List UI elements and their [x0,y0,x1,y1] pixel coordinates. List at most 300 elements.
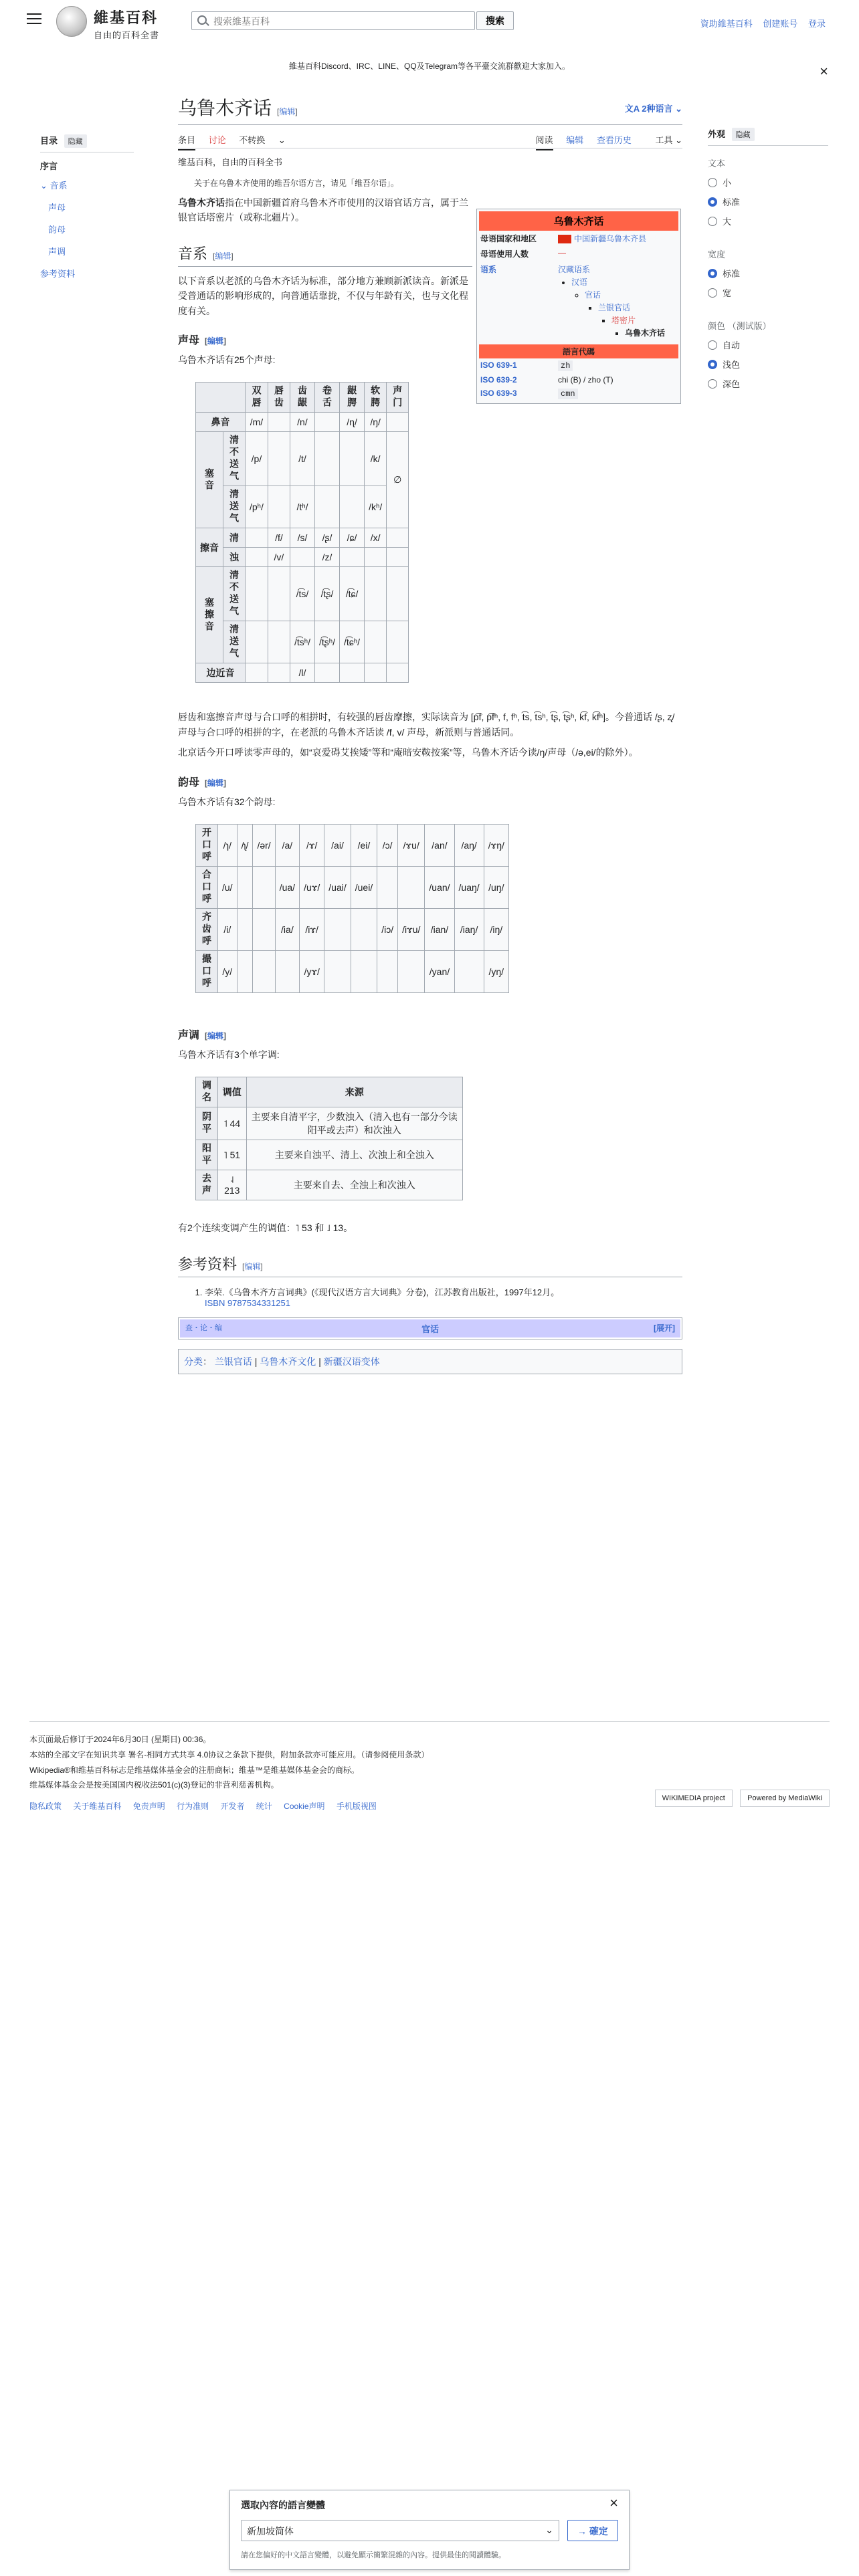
table-cell [246,621,268,663]
codes-table [479,358,678,401]
code-key[interactable]: ISO 639-3 [480,389,517,398]
table-corner [196,383,246,413]
table-cell: /y/ [218,950,237,992]
toc-item-intro[interactable]: 序言 [40,161,58,171]
table-cell: /uŋ/ [484,866,508,908]
table-cell [237,950,253,992]
tab-variant[interactable]: 不转换 ⌄ [239,135,286,145]
radio-selected-icon[interactable] [708,269,717,278]
footer-link[interactable]: 手机版视图 [336,1802,377,1812]
color-label: 颜色 （测试版） [708,321,771,331]
table-cell: /ai/ [324,824,351,866]
code-key[interactable]: ISO 639-2 [480,375,517,385]
close-icon[interactable]: × [609,2494,618,2511]
table-cell: /iɔ/ [377,908,398,950]
table-cell: /kʰ/ [365,486,387,528]
table-cell: /ɿ/ [218,824,237,866]
search-button[interactable]: 搜索 [476,11,514,30]
table-cell [365,663,387,683]
table-cell: /an/ [425,824,454,866]
table-cell: ˦ 44 [218,1107,247,1140]
table-row [196,432,409,486]
table-cell: /iŋ/ [484,908,508,950]
intro-paragraph [178,195,472,225]
footer-link[interactable]: Cookie声明 [284,1802,325,1812]
radio-label: 大 [723,217,732,227]
site-notice: 維基百科Discord、IRC、LINE、QQ及Telegram等各平臺交流群歡迎大家加入。 [288,62,571,71]
table-cell [275,950,299,992]
section-tones-title: 声调 [178,1029,200,1041]
row-header: 塞擦音 [196,567,223,663]
family-link[interactable]: 汉藏语系 [558,265,591,274]
table-cell: /a/ [275,824,299,866]
width-label: 宽度 [708,249,726,259]
table-row [196,1107,463,1140]
radio-icon[interactable] [708,288,717,298]
initials-note-2: 北京话今开口呼读零声母的，如“哀爱碍艾挨矮”等和“庵暗安鞍按案”等，乌鲁木齐话今读/ŋ/声母（/ə,ei/的除外）。 [178,747,638,758]
last-edited: 本页面最后修订于2024年6月30日 (星期日) 00:36。 [29,1735,211,1744]
table-cell [237,866,253,908]
table-cell [268,621,290,663]
category-link[interactable]: 乌鲁木齐文化 [260,1356,316,1367]
page-title-text: 乌鲁木齐话 [178,98,272,119]
col-header: 调名 [196,1077,218,1107]
wikimedia-badge-icon[interactable]: WIKIMEDIA project [655,1790,733,1807]
infobox-value [557,231,678,246]
tones-table [195,1077,463,1200]
table-row [479,358,678,373]
color-dark[interactable] [708,377,828,390]
table-cell: 主要来自去、全浊上和次浊入 [246,1170,462,1200]
text-size-label: 文本 [708,158,726,169]
table-cell [377,866,398,908]
table-cell [268,432,290,486]
toc-item-references[interactable]: 参考资料 [40,269,76,279]
radio-icon[interactable] [708,217,717,226]
appearance-hide-button[interactable]: 隐藏 [732,128,755,141]
references-list [178,1285,682,1308]
intro-bold: 乌鲁木齐话 [178,197,225,208]
table-row [196,486,409,528]
tab-edit[interactable]: 编辑 [566,135,584,145]
dialog-title: 選取內容的語言變體 [241,2500,325,2510]
code-key[interactable]: ISO 639-1 [480,360,517,370]
table-cell: /s/ [290,528,314,548]
chevron-down-icon: ⌄ [545,2525,553,2535]
row-header: 齐齿呼 [196,908,218,950]
variant-dialog [229,2490,630,2570]
section-references-title: 参考资料 [178,1255,237,1273]
reference-item [205,1285,682,1308]
table-cell: /ɕ/ [340,528,365,548]
site-logo[interactable] [94,7,159,41]
row-header: 撮口呼 [196,950,218,992]
table-cell: 主要来自浊平、清上、次浊上和全浊入 [246,1140,462,1170]
navbox [178,1317,682,1339]
title-edit-link[interactable]: 编辑 [279,107,296,116]
table-cell [387,663,409,683]
table-cell [268,567,290,621]
table-cell: /f/ [268,528,290,548]
tree-link[interactable]: 塔密片 [611,316,636,325]
table-cell [365,621,387,663]
tagline: 维基百科，自由的百科全书 [178,157,283,167]
codes-header: 語言代碼 [479,344,678,358]
row-subheader: 清不送气 [223,432,246,486]
table-cell: /ia/ [275,908,299,950]
appearance-header [708,127,828,146]
table-cell [351,950,377,992]
infobox-key: 母语使用人数 [480,249,529,259]
reference-text: 李荣.《乌鲁木齐方言词典》(《现代汉语方言大词典》分卷)，江苏教育出版社，1997年12月。 [205,1287,560,1297]
row-subheader: 清不送气 [223,567,246,621]
table-cell: /ua/ [275,866,299,908]
row-header: 擦音 [196,528,223,567]
table-row [196,950,509,992]
tab-history[interactable]: 查看历史 [596,135,632,145]
radio-label: 标准 [723,197,741,207]
toc-item-phonology[interactable] [40,179,134,191]
intro-rest: 指在中国新疆首府乌鲁木齐市使用的汉语官话方言，属于兰银官话塔密片（或称北疆片）。 [178,197,468,223]
section-finals: 韵母 [编辑] [178,776,227,788]
section-phonology-title: 音系 [178,245,208,262]
table-cell: /ŋ/ [365,413,387,432]
search-input[interactable] [212,14,469,29]
table-row [196,1077,463,1107]
table-cell: /ei/ [351,824,377,866]
initials-table [195,382,409,683]
table-cell: /ɤŋ/ [484,824,508,866]
tree-link[interactable]: 官话 [585,290,601,300]
radio-label: 浅色 [723,360,741,370]
table-row [196,1140,463,1170]
variant-select-value: 新加坡简体 [247,2526,294,2537]
tree-current: 乌鲁木齐话 [625,328,666,338]
table-of-contents [40,127,134,286]
code-value [557,387,678,401]
table-cell [365,548,387,567]
table-cell: /n/ [290,413,314,432]
tree-list [558,276,677,338]
wikipedia-logo-icon[interactable] [56,6,87,37]
table-cell [324,950,351,992]
footer-link[interactable]: 统计 [256,1802,272,1812]
table-cell [340,432,365,486]
row-header: 合口呼 [196,866,218,908]
radio-selected-icon[interactable] [708,197,717,207]
table-cell: /t͡s/ [290,567,314,621]
table-row [479,261,678,342]
table-cell [268,486,290,528]
navbox-title[interactable]: 官话 [421,1323,439,1334]
category-links: 分类： 兰银官话 | 乌鲁木齐文化 | 新疆汉语变体 [178,1349,682,1374]
table-cell: /ɳ/ [340,413,365,432]
row-header: 开口呼 [196,824,218,866]
tree-node [611,314,677,338]
table-cell: /pʰ/ [246,486,268,528]
license-text: 本站的全部文字在知识共享 署名-相同方式共享 4.0协议之条款下提供，附加条款亦可能应用。（请参阅使用条款） [29,1749,430,1759]
table-cell: /uan/ [425,866,454,908]
radio-icon[interactable] [708,178,717,187]
mediawiki-badge-icon[interactable]: Powered by MediaWiki [740,1790,830,1807]
table-cell [387,413,409,432]
tab-tools[interactable]: 工具 ⌄ [655,135,682,145]
infobox-table [479,231,678,342]
isbn-link[interactable]: ISBN 9787534331251 [205,1297,290,1308]
logo-title: 維基百科 [94,9,159,27]
table-row [196,663,409,683]
table-row [196,548,409,567]
toc-title: 目录 [40,136,58,146]
tab-talk[interactable]: 讨论 [208,135,226,145]
navbox-vte-links[interactable]: 查・论・编 [185,1323,222,1332]
categories-label[interactable]: 分类 [184,1356,203,1367]
row-subheader: 清送气 [223,486,246,528]
table-cell: /ər/ [253,824,275,866]
radio-label: 小 [723,178,732,188]
table-cell [237,908,253,950]
table-row [196,1170,463,1200]
code-chip: cmn [558,389,578,399]
table-cell [351,908,377,950]
table-cell [387,567,409,621]
phonology-paragraph: 以下音系以老派的乌鲁木齐话为标准，部分地方兼顾新派读音。新派是受普通话的影响形成的，向普通话靠拢，不仅与年龄有关，也与文化程度有关。 [178,275,468,316]
section-phonology: 音系 [编辑] [178,243,472,267]
width-standard[interactable] [708,267,828,280]
table-cell [253,866,275,908]
col-header: 龈腭 [340,383,365,413]
text-size-standard[interactable] [708,195,828,208]
col-header: 卷舌 [314,383,339,413]
table-cell: ∅ [387,432,409,528]
table-cell: /ɔ/ [377,824,398,866]
table-cell: ˨ 213 [218,1170,247,1200]
infobox-key: 母语国家和地区 [480,234,537,243]
tones-edit-link[interactable]: 编辑 [207,1031,224,1041]
toc-item-initials[interactable]: 声母 [48,203,66,213]
code-value: chi (B) / zho (T) [558,375,613,385]
radio-icon[interactable] [708,340,717,350]
table-cell [253,908,275,950]
chevron-down-icon[interactable]: ⌄ [40,181,50,191]
table-cell: /t/ [290,432,314,486]
finals-paragraph: 乌鲁木齐话有32个韵母: [178,796,276,807]
page-title: 乌鲁木齐话 [编辑] 文A 2种语言 ⌄ [178,94,682,125]
color-light[interactable] [708,358,828,370]
table-cell [314,413,339,432]
table-cell [387,621,409,663]
row-subheader: 清 [223,528,246,548]
radio-label: 深色 [723,379,741,389]
trademark-text: Wikipedia®和维基百科标志是维基媒体基金会的注册商标；维基™是维基媒体基金会的商标。 [29,1765,359,1775]
table-cell [454,950,484,992]
toc-hide-button[interactable]: 隐藏 [64,134,87,148]
page-tabs [178,125,682,148]
col-header: 唇齿 [268,383,290,413]
confirm-button[interactable]: → 確定 [567,2520,618,2541]
table-cell [314,432,339,486]
table-cell [246,663,268,683]
table-cell: /iɤu/ [398,908,425,950]
category-link[interactable]: 新疆汉语变体 [323,1356,380,1367]
table-row [479,231,678,246]
width-wide[interactable] [708,286,828,299]
table-cell [377,950,398,992]
row-header: 阳平 [196,1140,218,1170]
col-header: 调值 [218,1077,247,1107]
finals-table [195,824,509,993]
table-row [196,567,409,621]
table-cell: /uei/ [351,866,377,908]
navbox-bar [180,1319,680,1337]
tree-node [625,327,677,338]
references-edit-link[interactable]: 编辑 [244,1261,261,1271]
table-cell: /ʅ/ [237,824,253,866]
page-footer [29,1721,830,1812]
row-header: 塞音 [196,432,223,528]
code-chip: zh [558,360,573,371]
login-link[interactable]: 登录 [807,19,826,29]
infobox-key[interactable]: 语系 [480,265,497,274]
col-header: 齿龈 [290,383,314,413]
table-cell [314,663,339,683]
table-row [196,528,409,548]
table-cell: /t͡ʂ/ [314,567,339,621]
tree-node [571,276,677,338]
radio-selected-icon[interactable] [708,360,717,369]
toc-item-phonology-label[interactable]: 音系 [50,181,68,191]
tree-link[interactable]: 兰银官话 [598,303,631,312]
toc-subsection [40,201,134,257]
region-link[interactable]: 中国新疆乌鲁木齐县 [574,234,647,243]
language-family-tree [557,261,678,342]
table-cell: /z/ [314,548,339,567]
table-cell: /p/ [246,432,268,486]
row-subheader: 浊 [223,548,246,567]
table-row [196,383,409,413]
create-account-link[interactable]: 创建账号 [763,19,798,29]
tab-variant-label: 不转换 [239,135,266,145]
table-row [479,387,678,401]
search-icon [197,15,207,25]
text-size-large[interactable] [708,215,828,227]
finals-edit-link[interactable]: 编辑 [207,778,224,788]
section-initials: 声母 [编辑] [178,334,227,346]
row-header: 鼻音 [196,413,246,432]
initials-note-1: 唇齿和塞擦音声母与合口呼的相拼时，有较强的唇齿摩擦，实际读音为 [p͡f, p͡fʰ, f, fʰ, t͡s, t͡sʰ, t͡ʂ, t͡ʂʰ, k͡f, k͡fʰ]。今普通话 /ʂ, ʐ/ 声母与合口呼的相拼的字，在老派的乌鲁木齐话读 /f, v/ 声母，新派则与普通话同。 [178,712,675,738]
donate-link[interactable]: 資助維基百科 [700,19,753,29]
footer-link[interactable]: 开发者 [220,1802,245,1812]
language-button[interactable]: 文A 2种语言 ⌄ [624,104,682,114]
translate-icon: 文A [624,104,642,114]
col-header: 来源 [246,1077,462,1107]
intro-wrapper [178,195,472,367]
logo-subtitle: 自由的百科全書 [94,31,160,41]
radio-label: 自动 [723,340,741,350]
table-row [479,373,678,387]
table-cell [314,486,339,528]
table-cell: /aŋ/ [454,824,484,866]
tab-article[interactable]: 条目 [178,135,195,150]
table-cell [324,908,351,950]
table-cell: 主要来自清平字，少数浊入（清入也有一部分今读阳平或去声）和次浊入 [246,1107,462,1140]
phonology-edit-link[interactable]: 编辑 [215,251,231,261]
table-cell [246,567,268,621]
infobox-title: 乌鲁木齐话 [479,211,678,231]
text-size-small[interactable] [708,176,828,189]
table-cell [340,548,365,567]
language-count: 2种语言 [642,104,673,114]
table-cell: /m/ [246,413,268,432]
table-cell: /t͡ɕ/ [340,567,365,621]
china-flag-icon [558,235,571,243]
toc-item-tones[interactable]: 声调 [48,247,66,257]
tree-node [598,302,677,338]
footer-link[interactable]: 行为准则 [177,1802,209,1812]
main-menu-icon[interactable] [27,13,41,25]
col-header: 双唇 [246,383,268,413]
table-cell: /t͡ɕʰ/ [340,621,365,663]
initials-edit-link[interactable]: 编辑 [207,336,224,346]
table-cell: /t͡sʰ/ [290,621,314,663]
table-cell [268,413,290,432]
navbox-expand-button[interactable]: [展开] [654,1323,675,1333]
category-link[interactable]: 兰银官话 [214,1356,252,1367]
table-cell: /i/ [218,908,237,950]
table-cell [340,663,365,683]
table-cell [387,528,409,548]
footer-link[interactable]: 免责声明 [132,1802,165,1812]
row-header: 去声 [196,1170,218,1200]
dialog-note: 請在您偏好的中文語言變體，以避免顯示簡繁混雜的內容。提供最佳的閱讀體驗。 [241,2551,506,2559]
infobox-value: — [558,248,566,257]
section-finals-title: 韵母 [178,776,200,788]
user-links [692,17,826,29]
table-cell: /ʂ/ [314,528,339,548]
color-auto[interactable] [708,338,828,351]
variant-select[interactable] [241,2520,559,2541]
tab-read[interactable]: 阅读 [536,135,553,150]
table-cell: /k/ [365,432,387,486]
table-cell [340,486,365,528]
close-notice-icon[interactable]: × [820,63,828,80]
table-cell: /v/ [268,548,290,567]
table-row [196,413,409,432]
infobox [476,209,681,404]
appearance-panel [708,127,828,397]
row-header: 边近音 [196,663,246,683]
table-cell [246,548,268,567]
table-cell [398,866,425,908]
col-header: 声门 [387,383,409,413]
table-cell [365,567,387,621]
toc-item-finals[interactable]: 韵母 [48,225,66,235]
radio-icon[interactable] [708,379,717,389]
table-row [196,824,509,866]
tones-note: 有2个连续变调产生的调值：˥ 53 和 ˩ 13。 [178,1222,353,1234]
footer-link[interactable]: 关于维基百科 [73,1802,122,1812]
table-cell [246,528,268,548]
footer-link[interactable]: 隐私政策 [29,1802,62,1812]
table-row [196,621,409,663]
table-cell: /uai/ [324,866,351,908]
toc-header [40,134,134,152]
tones-paragraph: 乌鲁木齐话有3个单字调: [178,1049,280,1060]
table-cell: /ian/ [425,908,454,950]
row-subheader: 清送气 [223,621,246,663]
table-cell [253,950,275,992]
tree-link[interactable]: 汉语 [571,278,588,287]
